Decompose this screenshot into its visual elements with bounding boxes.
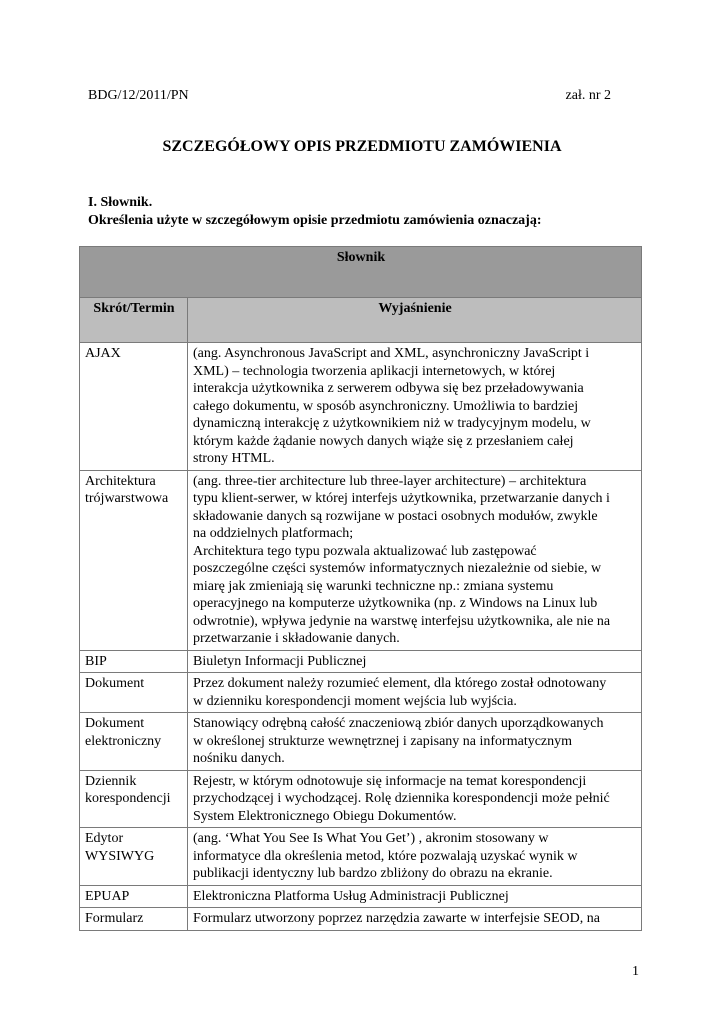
explanation-cell: Przez dokument należy rozumieć element, dla którego został odnotowany w dzienniku korespondencji moment wejścia lub wyjścia.: [188, 673, 642, 713]
table-row: [80, 343, 642, 471]
page-number: 1: [632, 964, 639, 979]
explanation-cell: Rejestr, w którym odnotowuje się informacje na temat korespondencji przychodzącej i wychodzącej. Rolę dziennika korespondencji może pełnić System Elektronicznego Obiegu Dokumentów.: [188, 770, 642, 828]
page-title: SZCZEGÓŁOWY OPIS PRZEDMIOTU ZAMÓWIENIA: [162, 138, 562, 155]
explanation-cell: (ang. ‘What You See Is What You Get’) , akronim stosowany w informatyce dla określenia metod, które pozwalają uzyskać wynik w publikacji identyczny lub bardzo zbliżony do obrazu na ekranie.: [188, 828, 642, 886]
explanation-cell: Biuletyn Informacji Publicznej: [188, 650, 642, 673]
term-cell: Formularz: [80, 908, 188, 931]
term-cell: EPUAP: [80, 885, 188, 908]
section-heading: I. Słownik.: [88, 195, 153, 210]
table-row: [80, 770, 642, 828]
term-cell: AJAX: [80, 343, 188, 471]
term-cell: Dziennik korespondencji: [80, 770, 188, 828]
attachment-label: zał. nr 2: [565, 88, 611, 103]
table-row: [80, 673, 642, 713]
table-row: [80, 885, 642, 908]
term-cell: Architektura trójwarstwowa: [80, 470, 188, 650]
table-row: [80, 713, 642, 771]
table-caption-row: [80, 247, 642, 298]
table-caption: Słownik: [80, 247, 642, 298]
column-header-explanation: Wyjaśnienie: [188, 298, 642, 343]
explanation-cell: Stanowiący odrębną całość znaczeniową zbiór danych uporządkowanych w określonej strukturze wewnętrznej i zapisany na informatycznym nośniku danych.: [188, 713, 642, 771]
explanation-cell: (ang. Asynchronous JavaScript and XML, asynchroniczny JavaScript i XML) – technologia tworzenia aplikacji internetowych, w której interakcja użytkownika z serwerem odbywa się bez przeładowywania całego dokumentu, w sposób asynchroniczny. Umożliwia to bardziej dynamiczną interakcję z użytkownikiem niż w tradycyjnym modelu, w którym każde żądanie nowych danych wiąże się z przesłaniem całej strony HTML.: [188, 343, 642, 471]
section-heading-block: [88, 194, 542, 230]
explanation-cell: (ang. three-tier architecture lub three-layer architecture) – architektura typu klient-serwer, w której interfejs użytkownika, przetwarzanie danych i składowanie danych są rozwijane w postaci osobnych modułów, zwykle na oddzielnych platformach; Architektura tego typu pozwala aktualizować lub zastępować poszczególne części systemów informatycznych niezależnie od siebie, w miarę jak zmieniają się warunki techniczne np.: zmiana systemu operacyjnego na komputerze użytkownika (np. z Windows na Linux lub odwrotnie), wpływa jedynie na warstwę interfejsu użytkownika, ale nie na przetwarzanie i składowanie danych.: [188, 470, 642, 650]
reference-number: BDG/12/2011/PN: [88, 88, 189, 103]
table-row: [80, 650, 642, 673]
table-header-row: [80, 298, 642, 343]
column-header-term: Skrót/Termin: [80, 298, 188, 343]
term-cell: BIP: [80, 650, 188, 673]
term-cell: Dokument elektroniczny: [80, 713, 188, 771]
table-row: [80, 470, 642, 650]
explanation-cell: Formularz utworzony poprzez narzędzia zawarte w interfejsie SEOD, na: [188, 908, 642, 931]
table-row: [80, 828, 642, 886]
term-cell: Dokument: [80, 673, 188, 713]
term-cell: Edytor WYSIWYG: [80, 828, 188, 886]
section-intro: Określenia użyte w szczegółowym opisie przedmiotu zamówienia oznaczają:: [88, 213, 542, 228]
table-row: [80, 908, 642, 931]
explanation-cell: Elektroniczna Platforma Usług Administracji Publicznej: [188, 885, 642, 908]
glossary-table: [79, 246, 642, 931]
